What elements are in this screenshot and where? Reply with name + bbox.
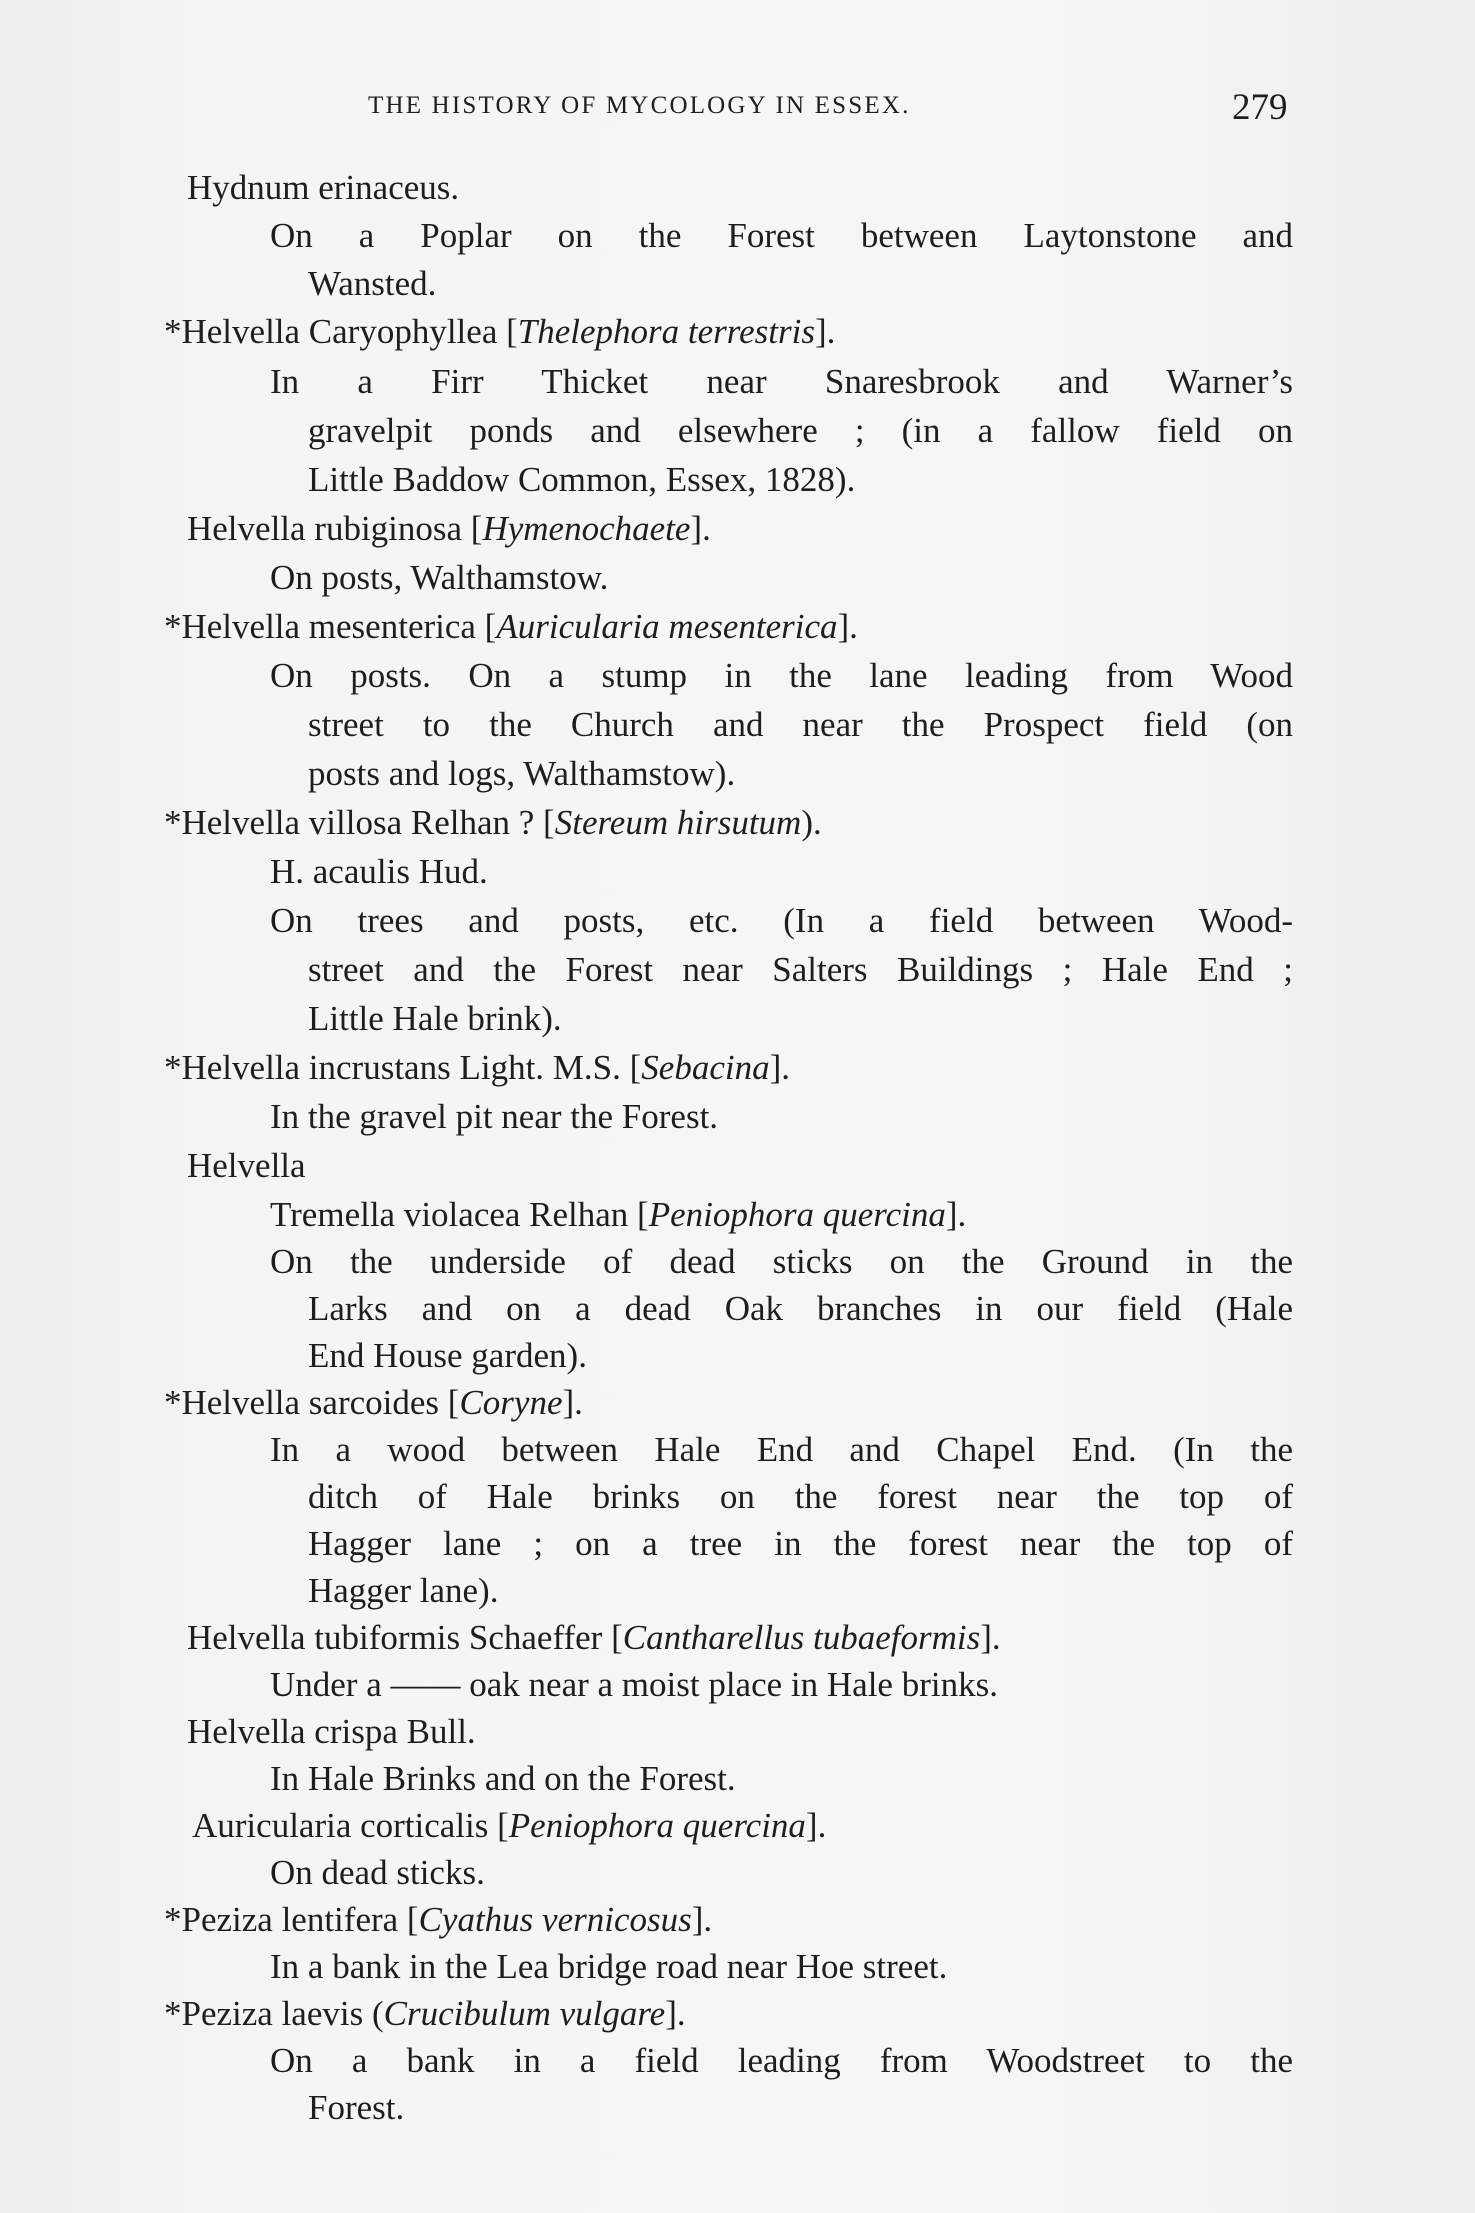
locality-note (270, 897, 1293, 945)
modern-name: Stereum hirsutum (554, 803, 802, 842)
text-run: Auricularia corticalis [ (192, 1806, 509, 1845)
text-run: ]. (945, 1195, 967, 1234)
synonym (270, 1191, 966, 1239)
species-entry (164, 799, 822, 847)
species-entry (187, 1142, 306, 1190)
text-run: *Helvella mesenterica [ (164, 607, 497, 646)
locality-note (270, 1943, 947, 1991)
text-run: End House garden). (308, 1336, 587, 1375)
modern-name: Crucibulum vulgare (383, 1994, 666, 2033)
locality-note (308, 2084, 404, 2132)
text-run: Helvella (187, 1146, 306, 1185)
locality-note (270, 212, 1293, 260)
text-run: Helvella rubiginosa [ (187, 509, 483, 548)
modern-name: Hymenochaete (482, 509, 691, 548)
species-entry (164, 1990, 686, 2038)
text-run: Hagger lane ; on a tree in the forest near the top of (308, 1524, 1293, 1563)
species-entry (192, 1802, 826, 1850)
species-entry (164, 308, 835, 356)
text-run: posts and logs, Walthamstow). (308, 754, 736, 793)
species-entry (164, 1896, 712, 1944)
modern-name: Thelephora terrestris (517, 312, 815, 351)
text-run: Hagger lane). (308, 1571, 499, 1610)
locality-note (308, 1285, 1293, 1333)
locality-note (308, 1567, 498, 1615)
text-run: ]. (814, 312, 836, 351)
text-run: Forest. (308, 2088, 405, 2127)
text-run: In a bank in the Lea bridge road near Hoe street. (270, 1947, 948, 1986)
species-entry (187, 1614, 1001, 1662)
locality-note (270, 2037, 1293, 2085)
text-run: In the gravel pit near the Forest. (270, 1097, 719, 1136)
text-run: ]. (691, 1900, 713, 1939)
text-run: *Helvella Caryophyllea [ (164, 312, 518, 351)
text-run: Wansted. (308, 264, 437, 303)
locality-note (270, 1849, 485, 1897)
locality-note (270, 1238, 1293, 1286)
text-run: On dead sticks. (270, 1853, 485, 1892)
modern-name: Peniophora quercina (508, 1806, 806, 1845)
locality-note (308, 946, 1293, 994)
text-run: *Helvella sarcoides [ (164, 1383, 460, 1422)
text-run: Little Baddow Common, Essex, 1828). (308, 460, 856, 499)
locality-note (308, 407, 1293, 455)
text-run: ]. (837, 607, 858, 646)
text-run: On posts, Walthamstow. (270, 558, 609, 597)
text-run: ). (801, 803, 822, 842)
synonym (270, 848, 488, 896)
locality-note (270, 554, 608, 602)
species-entry (164, 1379, 583, 1427)
species-entry (187, 505, 711, 553)
text-run: ]. (980, 1618, 1001, 1657)
locality-note (308, 456, 855, 504)
locality-note (270, 1755, 736, 1803)
species-entry (164, 1044, 790, 1092)
locality-note (308, 1332, 587, 1380)
text-run: On a Poplar on the Forest between Laytonstone and (270, 216, 1293, 255)
text-run: Under a —— oak near a moist place in Hale brinks. (270, 1665, 998, 1704)
text-run: ]. (805, 1806, 827, 1845)
page-header (0, 87, 1475, 134)
species-entry (187, 164, 459, 212)
locality-note (308, 1473, 1293, 1521)
text-run: Little Hale brink). (308, 999, 562, 1038)
text-run: On a bank in a field leading from Woodstreet to the (270, 2041, 1293, 2080)
locality-note (308, 260, 436, 308)
locality-note (308, 1520, 1293, 1568)
locality-note (270, 1093, 718, 1141)
modern-name: Auricularia mesenterica (496, 607, 838, 646)
text-run: gravelpit ponds and elsewhere ; (in a fallow field on (308, 411, 1293, 450)
text-run: *Helvella incrustans Light. M.S. [ (164, 1048, 642, 1087)
modern-name: Cyathus vernicosus (418, 1900, 692, 1939)
text-run: *Helvella villosa Relhan ? [ (164, 803, 555, 842)
species-entry (164, 603, 858, 651)
page-number: 279 (1232, 87, 1288, 128)
text-run: On trees and posts, etc. (In a field between Wood- (270, 901, 1293, 940)
running-title: THE HISTORY OF MYCOLOGY IN ESSEX. (368, 92, 911, 119)
locality-note (308, 750, 735, 798)
text-run: Hydnum erinaceus. (187, 168, 460, 207)
species-entry (187, 1708, 476, 1756)
locality-note (308, 995, 562, 1043)
locality-note (270, 358, 1293, 406)
text-run: On posts. On a stump in the lane leading from Wood (270, 656, 1293, 695)
text-run: Helvella tubiformis Schaeffer [ (187, 1618, 623, 1657)
text-run: In Hale Brinks and on the Forest. (270, 1759, 736, 1798)
text-run: In a Firr Thicket near Snaresbrook and Warner’s (270, 362, 1293, 401)
text-run: ]. (665, 1994, 686, 2033)
text-run: Helvella crispa Bull. (187, 1712, 476, 1751)
locality-note (270, 1661, 998, 1709)
locality-note (308, 701, 1293, 749)
text-run: street and the Forest near Salters Buildings ; Hale End ; (308, 950, 1293, 989)
text-run: *Peziza laevis ( (164, 1994, 384, 2033)
text-run: Tremella violacea Relhan [ (270, 1195, 649, 1234)
locality-note (270, 652, 1293, 700)
text-run: H. acaulis Hud. (270, 852, 488, 891)
locality-note (270, 1426, 1293, 1474)
text-run: street to the Church and near the Prospect field (on (308, 705, 1293, 744)
text-run: In a wood between Hale End and Chapel End. (In the (270, 1430, 1293, 1469)
text-run: Larks and on a dead Oak branches in our field (Hale (308, 1289, 1293, 1328)
text-run: On the underside of dead sticks on the Ground in the (270, 1242, 1293, 1281)
modern-name: Coryne (459, 1383, 563, 1422)
text-run: ]. (690, 509, 711, 548)
modern-name: Sebacina (641, 1048, 770, 1087)
text-run: ditch of Hale brinks on the forest near the top of (308, 1477, 1293, 1516)
text-run: ]. (769, 1048, 790, 1087)
text-run: ]. (562, 1383, 583, 1422)
modern-name: Peniophora quercina (648, 1195, 946, 1234)
text-run: *Peziza lentifera [ (164, 1900, 419, 1939)
modern-name: Cantharellus tubaeformis (622, 1618, 981, 1657)
